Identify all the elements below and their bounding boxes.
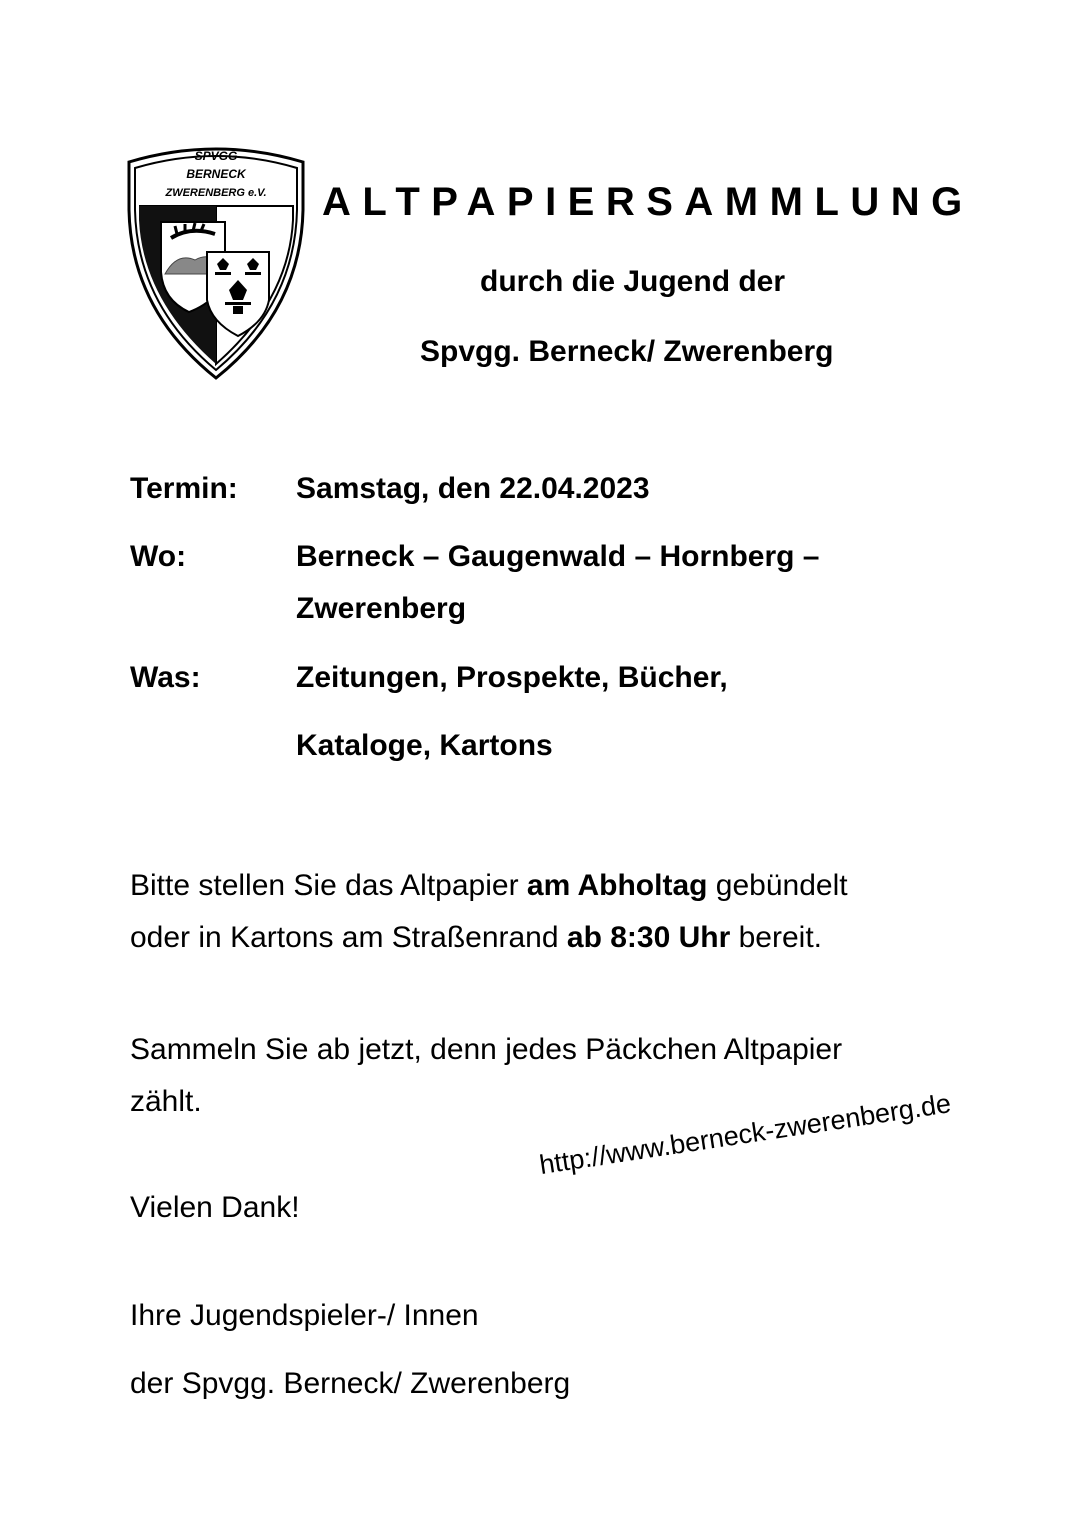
- club-crest-icon: [125, 140, 307, 382]
- p1-emphasis-time: ab 8:30 Uhr: [566, 921, 731, 954]
- p2-line-1: Sammeln Sie ab jetzt, denn jedes Päckchen Altpapier: [130, 1033, 843, 1066]
- p1-emphasis-pickup-day: am Abholtag: [526, 869, 708, 902]
- logo-text-1: SPVGG: [194, 149, 238, 163]
- wo-value-line-1: Berneck – Gaugenwald – Hornberg –: [296, 540, 820, 573]
- wo-label: Wo:: [130, 540, 187, 573]
- p2-line-2: zählt.: [130, 1085, 202, 1118]
- wo-value-line-2: Zwerenberg: [296, 592, 467, 625]
- website-url[interactable]: http://www.berneck-zwerenberg.de: [537, 1088, 953, 1181]
- p1-text-a: Bitte stellen Sie das Altpapier: [130, 869, 527, 902]
- subtitle-line-2: Spvgg. Berneck/ Zwerenberg: [420, 335, 834, 368]
- p1-text-f: bereit.: [730, 921, 822, 954]
- signature-line-2: der Spvgg. Berneck/ Zwerenberg: [130, 1367, 571, 1400]
- logo-text-3: ZWERENBERG e.V.: [165, 187, 267, 199]
- termin-value: Samstag, den 22.04.2023: [296, 472, 650, 505]
- pickup-instructions: [130, 860, 950, 964]
- was-label: Was:: [130, 661, 201, 694]
- signature-line-1: Ihre Jugendspieler-/ Innen: [130, 1299, 479, 1332]
- p1-text-d: oder in Kartons am Straßenrand: [130, 921, 567, 954]
- p1-text-c: gebündelt: [707, 869, 848, 902]
- logo-text-2: BERNECK: [186, 167, 246, 181]
- subtitle-line-1: durch die Jugend der: [480, 265, 786, 298]
- thanks-text: Vielen Dank!: [130, 1191, 300, 1224]
- termin-label: Termin:: [130, 472, 238, 505]
- club-logo: [125, 140, 307, 382]
- page-title: ALTPAPIERSAMMLUNG: [322, 180, 974, 224]
- was-value-line-1: Zeitungen, Prospekte, Bücher,: [296, 661, 728, 694]
- was-value-line-2: Kataloge, Kartons: [296, 729, 553, 762]
